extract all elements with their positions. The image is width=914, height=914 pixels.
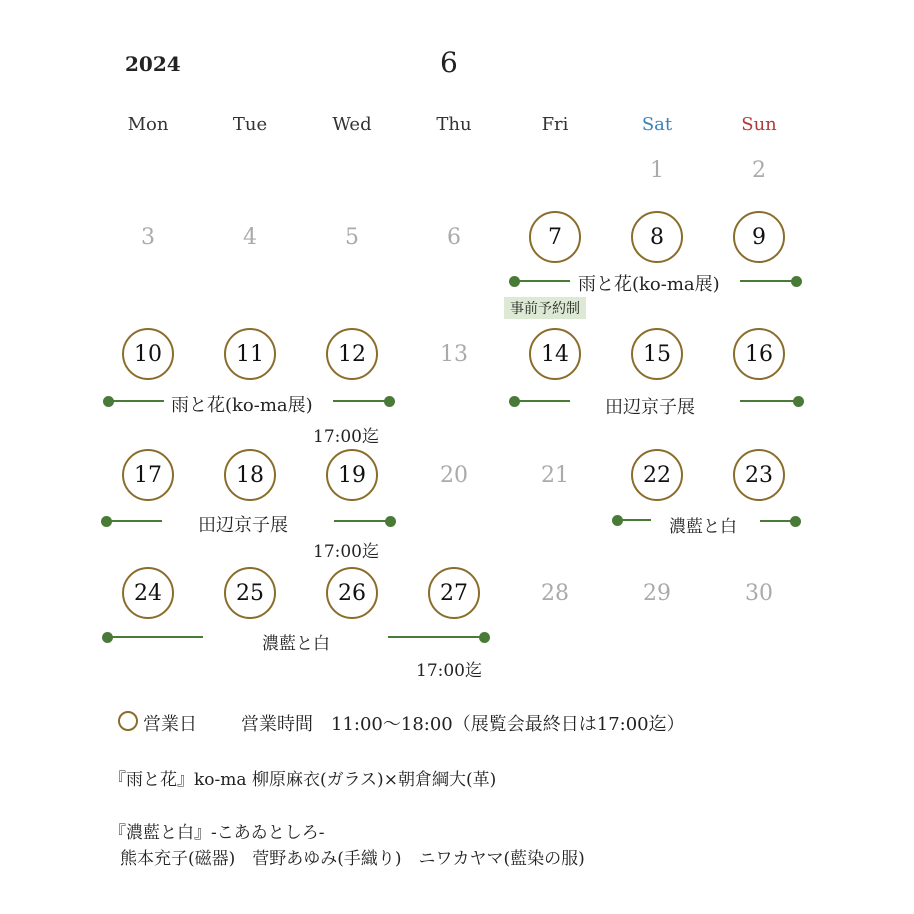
event-line xyxy=(106,520,162,522)
day-cell-open[interactable]: 14 xyxy=(529,328,581,380)
closing-time-note: 17:00迄 xyxy=(313,427,379,447)
day-cell-open[interactable]: 7 xyxy=(529,211,581,263)
month-label: 6 xyxy=(440,46,458,79)
event-line xyxy=(740,400,798,402)
day-cell-open[interactable]: 17 xyxy=(122,449,174,501)
day-cell-open[interactable]: 16 xyxy=(733,328,785,380)
event-line xyxy=(740,280,796,282)
day-cell[interactable]: 1 xyxy=(650,157,664,183)
event-line xyxy=(514,400,570,402)
legend-open-day: 営業日 xyxy=(143,714,197,735)
day-cell-open[interactable]: 23 xyxy=(733,449,785,501)
event-line xyxy=(334,520,390,522)
event-line xyxy=(107,636,203,638)
weekday-tue: Tue xyxy=(232,114,268,135)
day-cell[interactable]: 6 xyxy=(447,224,461,250)
weekday-mon: Mon xyxy=(127,114,169,135)
event-end-dot xyxy=(791,276,802,287)
event-label-ame-to-hana: 雨と花(ko-ma展) xyxy=(171,395,313,416)
day-cell-open[interactable]: 27 xyxy=(428,567,480,619)
weekday-thu: Thu xyxy=(436,114,472,135)
day-cell-open[interactable]: 25 xyxy=(224,567,276,619)
day-cell[interactable]: 30 xyxy=(745,580,773,606)
day-cell[interactable]: 28 xyxy=(541,580,569,606)
reservation-badge: 事前予約制 xyxy=(504,297,586,319)
weekday-sat: Sat xyxy=(641,114,673,135)
year-label: 2024 xyxy=(125,52,181,76)
day-cell[interactable]: 29 xyxy=(643,580,671,606)
event-label-noai: 濃藍と白 xyxy=(262,634,330,654)
day-cell-open[interactable]: 24 xyxy=(122,567,174,619)
day-cell-open[interactable]: 9 xyxy=(733,211,785,263)
event-label-ame-to-hana: 雨と花(ko-ma展) xyxy=(578,274,720,295)
closing-time-note: 17:00迄 xyxy=(416,661,482,681)
closing-time-note: 17:00迄 xyxy=(313,542,379,562)
day-cell-open[interactable]: 22 xyxy=(631,449,683,501)
event-label-tanabe: 田辺京子展 xyxy=(605,397,695,418)
day-cell[interactable]: 21 xyxy=(541,462,569,488)
weekday-sun: Sun xyxy=(741,114,777,135)
event-line xyxy=(514,280,570,282)
event-line xyxy=(108,400,164,402)
event-line xyxy=(333,400,389,402)
open-day-legend-icon xyxy=(118,711,138,731)
day-cell-open[interactable]: 8 xyxy=(631,211,683,263)
legend-hours: 営業時間 11:00〜18:00（展覧会最終日は17:00迄） xyxy=(241,714,685,735)
day-cell[interactable]: 4 xyxy=(243,224,257,250)
event-end-dot xyxy=(793,396,804,407)
weekday-wed: Wed xyxy=(332,114,372,135)
day-cell[interactable]: 13 xyxy=(440,341,468,367)
day-cell-open[interactable]: 11 xyxy=(224,328,276,380)
day-cell-open[interactable]: 10 xyxy=(122,328,174,380)
event-end-dot xyxy=(384,396,395,407)
day-cell-open[interactable]: 26 xyxy=(326,567,378,619)
detail-ame-to-hana: 『雨と花』ko-ma 柳原麻衣(ガラス)×朝倉綱大(革) xyxy=(109,770,497,790)
event-end-dot xyxy=(790,516,801,527)
day-cell[interactable]: 5 xyxy=(345,224,359,250)
detail-noai-title: 『濃藍と白』-こあゐとしろ- xyxy=(109,823,325,843)
detail-noai-artists: 熊本充子(磁器) 菅野あゆみ(手織り) ニワカヤマ(藍染の服) xyxy=(120,849,585,869)
day-cell-open[interactable]: 15 xyxy=(631,328,683,380)
day-cell-open[interactable]: 18 xyxy=(224,449,276,501)
day-cell-open[interactable]: 19 xyxy=(326,449,378,501)
event-label-noai: 濃藍と白 xyxy=(669,517,737,537)
event-label-tanabe: 田辺京子展 xyxy=(198,515,288,536)
event-end-dot xyxy=(385,516,396,527)
day-cell-open[interactable]: 12 xyxy=(326,328,378,380)
event-line xyxy=(617,519,651,521)
weekday-fri: Fri xyxy=(541,114,569,135)
event-end-dot xyxy=(479,632,490,643)
day-cell[interactable]: 3 xyxy=(141,224,155,250)
event-line xyxy=(760,520,794,522)
day-cell[interactable]: 2 xyxy=(752,157,766,183)
day-cell[interactable]: 20 xyxy=(440,462,468,488)
event-line xyxy=(388,636,484,638)
